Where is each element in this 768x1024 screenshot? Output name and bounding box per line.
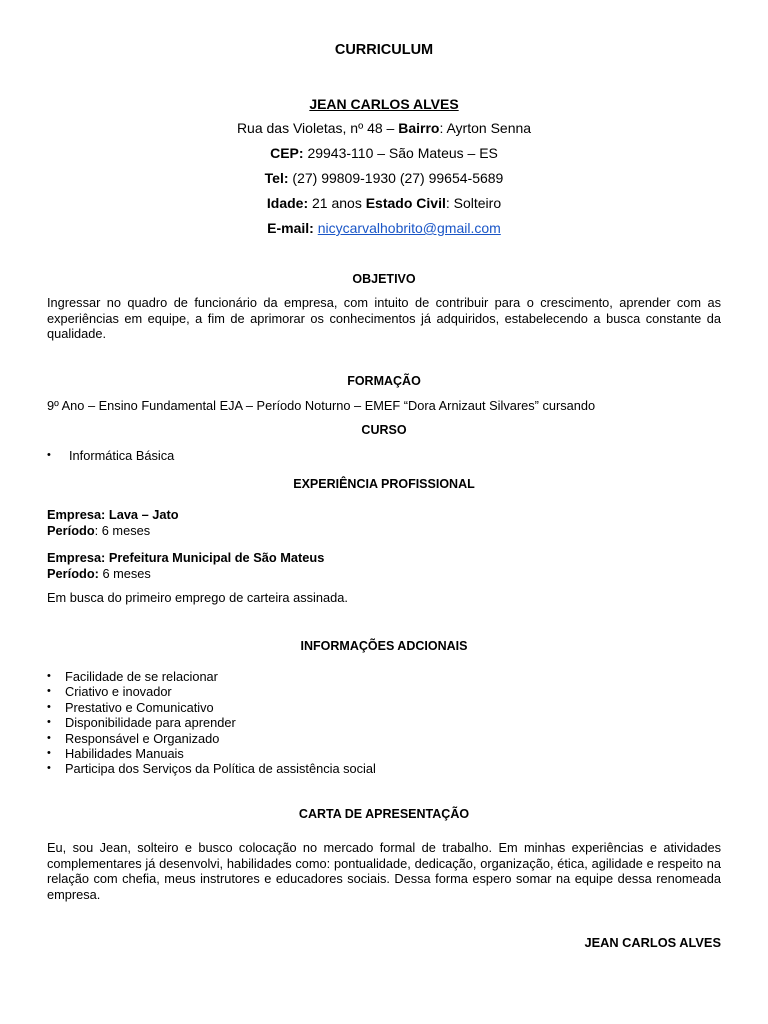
email-line: [47, 220, 721, 236]
list-item: • Disponibilidade para aprender: [47, 715, 376, 730]
address-text: Rua das Violetas, nº 48 –: [236, 120, 399, 136]
list-item: • Prestativo e Comunicativo: [47, 700, 376, 715]
list-item: • Participa dos Serviços da Política de assistência social: [47, 761, 376, 776]
email-link[interactable]: nicycarvalhobrito@gmail.com: [317, 220, 501, 236]
job-2-periodo-value: 6 meses: [98, 565, 151, 581]
idade-value: 21 anos: [308, 195, 366, 211]
age-status-line: [47, 195, 721, 211]
phone-line: [47, 170, 721, 186]
job-2: [47, 550, 721, 581]
informacoes-heading: INFORMAÇÕES ADCIONAIS: [300, 639, 468, 653]
tel-value: (27) 99809-1930 (27) 99654-5689: [288, 170, 504, 186]
curso-list: [47, 448, 174, 463]
informacoes-list: [47, 669, 376, 777]
job-1-empresa: Empresa: Lava – Jato: [47, 507, 179, 522]
objetivo-text: Ingressar no quadro de funcionário da empresa, com intuito de contribuir para o crescimento, aprender com as experiências em equipe, a fim de aprimorar os conhecimentos já adquiridos, estabelecendo a busca constante da qualidade.: [47, 295, 721, 341]
list-item: • Informática Básica: [47, 448, 174, 463]
carta-heading: CARTA DE APRESENTAÇÃO: [298, 807, 470, 821]
bairro-label: Bairro: [398, 120, 440, 136]
job-1: [47, 507, 721, 538]
job-2-periodo: [47, 566, 721, 582]
job-1-periodo-label: Período: [47, 522, 95, 538]
job-2-periodo-label: Período:: [47, 565, 99, 581]
curso-heading: CURSO: [361, 423, 407, 437]
list-item: • Habilidades Manuais: [47, 746, 376, 761]
carta-text: Eu, sou Jean, solteiro e busco colocação no mercado formal de trabalho. Em minhas experiências e atividades complementares já desenvolvi, habilidades como: pontualidade, dedicação, organização, ética, agilidade e respeito na relação com chefia, meus instrutores e educadores sociais. Dessa forma espero somar na equipe dessa renomeada empresa.: [47, 840, 721, 902]
cep-line: [47, 145, 721, 161]
bairro-value: : Ayrton Senna: [439, 120, 532, 136]
idade-label: Idade:: [266, 195, 309, 211]
list-item: • Facilidade de se relacionar: [47, 669, 376, 684]
tel-label: Tel:: [264, 170, 289, 186]
formacao-heading: FORMAÇÃO: [347, 374, 421, 388]
document-title: CURRICULUM: [334, 42, 434, 58]
experiencia-heading: EXPERIÊNCIA PROFISSIONAL: [293, 477, 475, 491]
cep-value: 29943-110 – São Mateus – ES: [303, 145, 498, 161]
address-line: [47, 120, 721, 136]
objetivo-heading: OBJETIVO: [352, 272, 416, 286]
experiencia-note: Em busca do primeiro emprego de carteira assinada.: [47, 590, 348, 605]
signature: JEAN CARLOS ALVES: [584, 935, 721, 950]
job-1-periodo-value: : 6 meses: [94, 522, 151, 538]
list-item: • Responsável e Organizado: [47, 731, 376, 746]
job-1-periodo: [47, 523, 721, 539]
list-item: • Criativo e inovador: [47, 684, 376, 699]
candidate-name: JEAN CARLOS ALVES: [309, 96, 459, 112]
estado-civil-label: Estado Civil: [365, 195, 446, 211]
formacao-text: 9º Ano – Ensino Fundamental EJA – Período Noturno – EMEF “Dora Arnizaut Silvares” cursando: [47, 398, 596, 413]
job-2-empresa: Empresa: Prefeitura Municipal de São Mateus: [47, 550, 325, 565]
email-label: E-mail:: [267, 220, 314, 236]
cep-label: CEP:: [270, 145, 304, 161]
estado-civil-value: : Solteiro: [445, 195, 502, 211]
